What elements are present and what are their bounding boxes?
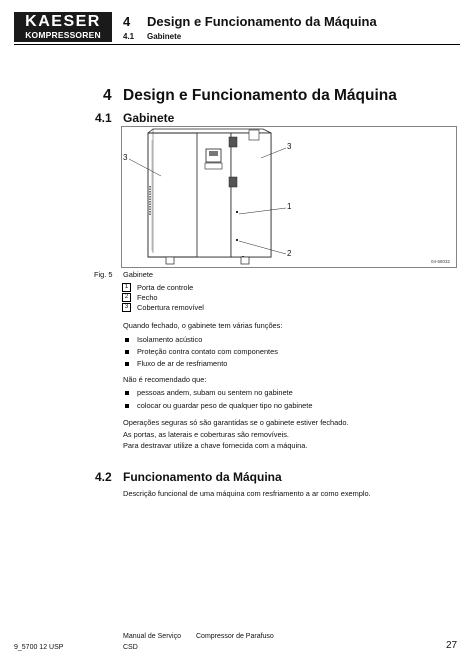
footer-product: Compressor de Parafuso bbox=[196, 633, 274, 640]
chapter-number: 4 bbox=[103, 87, 112, 104]
not-recommended-item-2: colocar ou guardar peso de qualquer tipo no gabinete bbox=[137, 401, 313, 410]
legend-number-2: 2 bbox=[122, 293, 131, 302]
safety-line-2: As portas, as laterais e coberturas são removíveis. bbox=[123, 430, 289, 439]
logo-line-kompressoren: KOMPRESSOREN bbox=[25, 30, 101, 40]
legend-text-1: Porta de controle bbox=[137, 283, 194, 292]
header-divider bbox=[14, 44, 460, 45]
section-number-4-2: 4.2 bbox=[95, 470, 112, 484]
bullet-icon bbox=[125, 391, 129, 395]
kaeser-logo bbox=[14, 12, 112, 42]
bullet-icon bbox=[125, 350, 129, 354]
safety-line-3: Para destravar utilize a chave fornecida com a máquina. bbox=[123, 441, 308, 450]
legend-text-2: Fecho bbox=[137, 293, 158, 302]
not-recommended-item-1: pessoas andem, subam ou sentem no gabinete bbox=[137, 388, 293, 397]
header-section-title: Gabinete bbox=[147, 32, 182, 41]
section-title-4-2: Funcionamento da Máquina bbox=[123, 470, 282, 484]
section-4-2-description: Descrição funcional de uma máquina com resfriamento a ar como exemplo. bbox=[123, 489, 371, 498]
logo-line-kaeser: KAESER bbox=[25, 13, 101, 30]
footer-model: CSD bbox=[123, 644, 138, 651]
bullet-icon bbox=[125, 362, 129, 366]
figure-label: Fig. 5 bbox=[94, 270, 113, 279]
function-item-1: Isolamento acústico bbox=[137, 335, 203, 344]
figure-image-code: 04-68032 bbox=[431, 259, 451, 264]
section-title: Gabinete bbox=[123, 111, 175, 125]
callout-3-left: 3 bbox=[123, 153, 128, 162]
bullet-icon bbox=[125, 404, 129, 408]
section-number: 4.1 bbox=[95, 111, 112, 125]
chapter-title: Design e Funcionamento da Máquina bbox=[123, 87, 397, 104]
callout-3-right: 3 bbox=[287, 142, 292, 151]
legend-number-1: 1 bbox=[122, 283, 131, 292]
header-section-number: 4.1 bbox=[123, 32, 135, 41]
legend-number-3: 3 bbox=[122, 303, 131, 312]
header-chapter-number: 4 bbox=[123, 14, 131, 29]
safety-line-1: Operações seguras só são garantidas se o gabinete estiver fechado. bbox=[123, 418, 349, 427]
bullet-icon bbox=[125, 338, 129, 342]
figure-caption: Gabinete bbox=[123, 270, 153, 279]
callout-1: 1 bbox=[287, 202, 292, 211]
page-number: 27 bbox=[446, 640, 458, 651]
function-item-3: Fluxo de ar de resfriamento bbox=[137, 359, 228, 368]
legend-text-3: Cobertura removível bbox=[137, 303, 204, 312]
function-item-2: Proteção contra contato com componentes bbox=[137, 347, 278, 356]
paragraph-functions-intro: Quando fechado, o gabinete tem várias funções: bbox=[123, 321, 283, 330]
cabinet-figure bbox=[121, 126, 457, 268]
header-chapter-title: Design e Funcionamento da Máquina bbox=[147, 14, 377, 29]
paragraph-not-recommended: Não é recomendado que: bbox=[123, 375, 207, 384]
footer-manual-type: Manual de Serviço bbox=[123, 633, 181, 640]
footer-doc-code: 9_5700 12 USP bbox=[14, 644, 64, 651]
callout-2: 2 bbox=[287, 249, 292, 258]
